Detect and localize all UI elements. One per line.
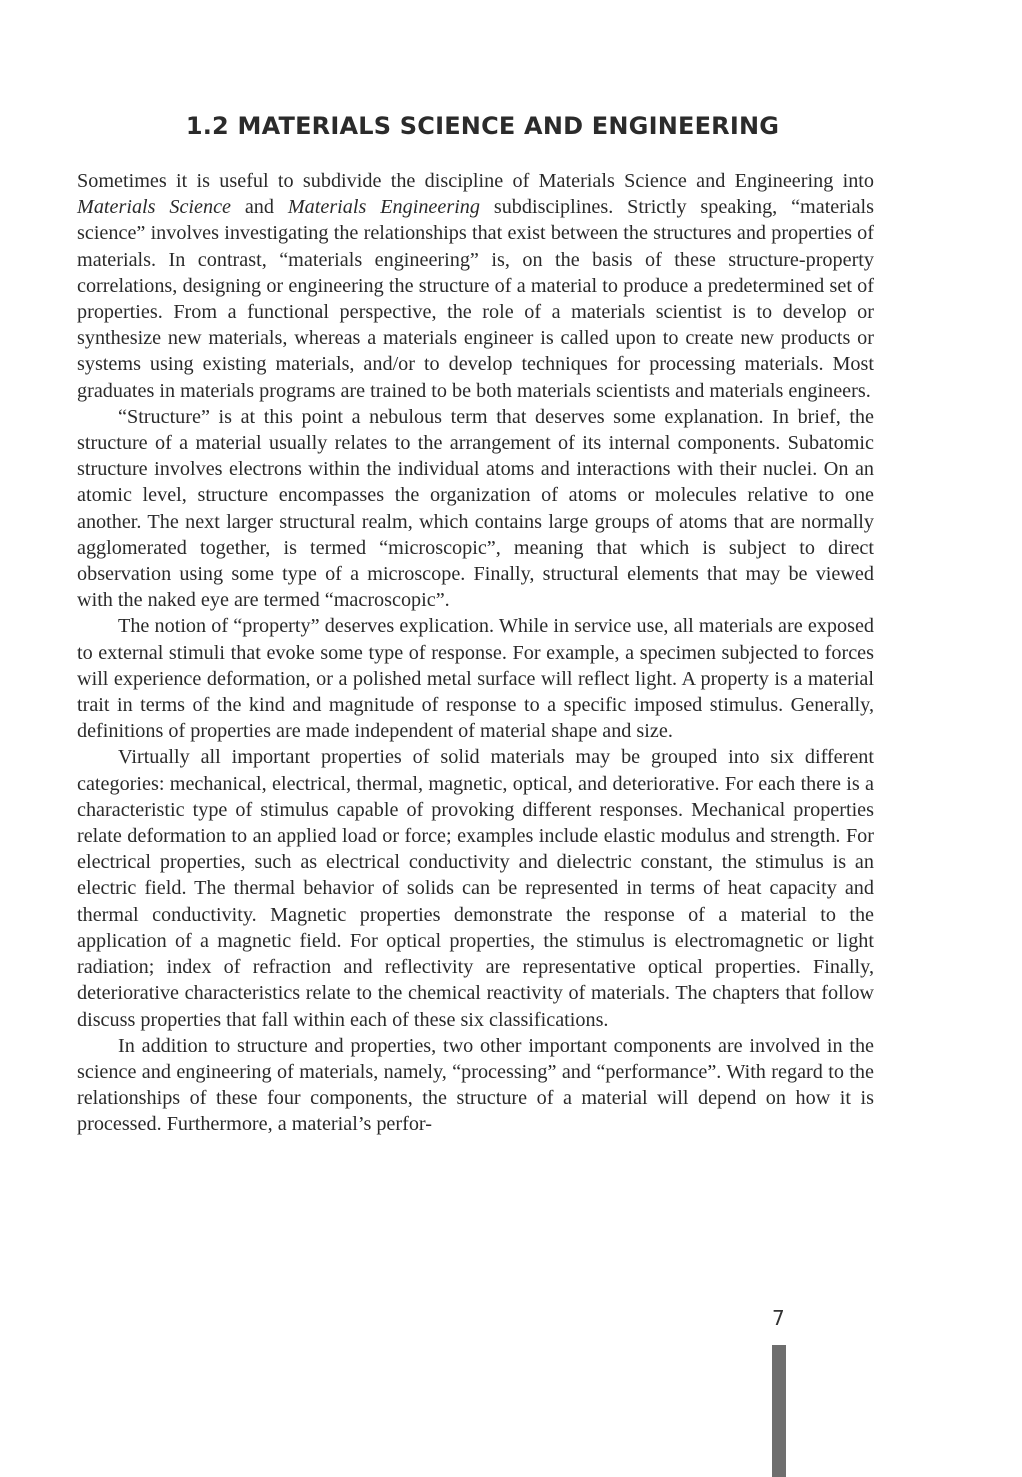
paragraph-3: The notion of “property” deserves explication. While in service use, all materials are exposed to external stimuli that evoke some type of response. For example, a specimen subjected to forces will experience deformation, or a polished metal surface will reflect light. A property is a material trait in terms of the kind and magnitude of response to a specific imposed stimulus. Generally, definitions of properties are made independent of material shape and size. [77, 615, 874, 743]
paragraph-1-conjunction: and [231, 196, 288, 219]
page-edge-marker [772, 1345, 786, 1477]
paragraph-1-intro: Sometimes it is useful to subdivide the discipline of Materials Science and Engineering into [77, 170, 874, 192]
page-number: 7 [772, 1306, 785, 1330]
term-materials-engineering: Materials Engineering [287, 196, 480, 219]
section-heading: 1.2 MATERIALS SCIENCE AND ENGINEERING [185, 112, 780, 140]
body-text [77, 168, 874, 1138]
paragraph-4: Virtually all important properties of solid materials may be grouped into six different categories: mechanical, electrical, thermal, magnetic, optical, and deteriorative. For each there is a characteristic type of stimulus capable of provoking different responses. Mechanical properties relate deformation to an applied load or force; examples include elastic modulus and strength. For electrical properties, such as electrical conductivity and dielectric constant, the stimulus is an electric field. The thermal behavior of solids can be represented in terms of heat capacity and thermal conductivity. Magnetic properties demonstrate the response of a material to the application of a magnetic field. For optical properties, the stimulus is electromagnetic or light radiation; index of refraction and reflectivity are representative optical properties. Finally, deteriorative characteristics relate to the chemical reactivity of materials. The chapters that follow discuss properties that fall within each of these six classifications. [77, 746, 874, 1031]
paragraph-1-body: subdisciplines. Strictly speaking, “materials science” involves investigating the relationships that exist between the structures and properties of materials. In contrast, “materials engineering” is, on the basis of these structure-property correlations, designing or engineering the structure of a material to produce a predetermined set of properties. From a functional perspective, the role of a materials scientist is to develop or synthesize new materials, whereas a materials engineer is called upon to create new products or systems using existing materials, and/or to develop techniques for processing materials. Most graduates in materials programs are trained to be both materials scientists and materials engineers. [77, 196, 875, 402]
term-materials-science: Materials Science [77, 196, 231, 219]
paragraph-1 [77, 168, 874, 404]
paragraph-5: In addition to structure and properties, two other important components are involved in the science and engineering of materials, namely, “processing” and “performance”. With regard to the relationships of these four components, the structure of a material will depend on how it is processed. Furthermore, a material’s perfor- [77, 1034, 874, 1136]
paragraph-2: “Structure” is at this point a nebulous term that deserves some explanation. In brief, the structure of a material usually relates to the arrangement of its internal components. Subatomic structure involves electrons within the individual atoms and interactions with their nuclei. On an atomic level, structure encompasses the organization of atoms or molecules relative to one another. The next larger structural realm, which contains large groups of atoms that are normally agglomerated together, is termed “microscopic”, meaning that which is subject to direct observation using some type of a microscope. Finally, structural elements that may be viewed with the naked eye are termed “macroscopic”. [77, 405, 874, 612]
